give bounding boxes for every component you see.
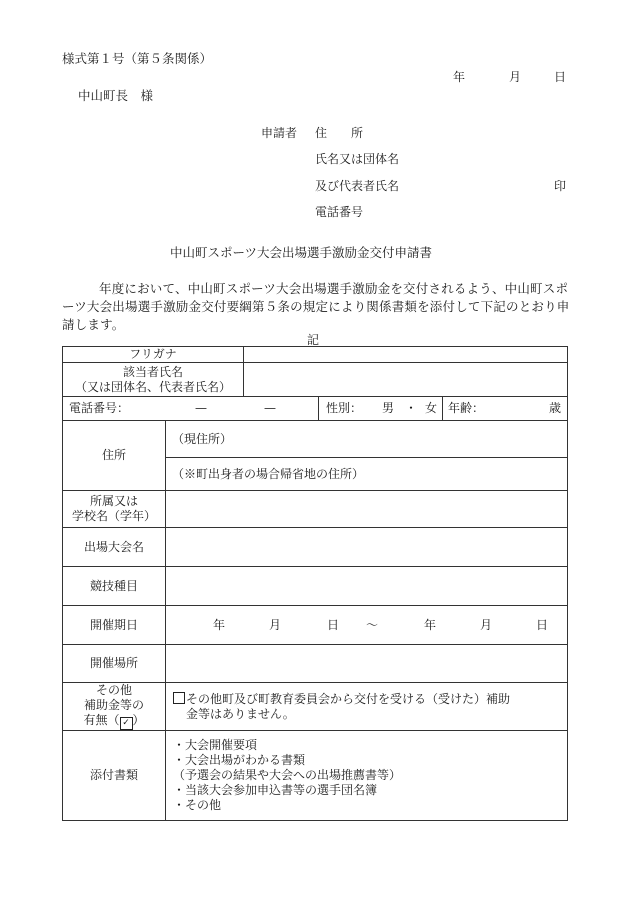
event-field[interactable] — [166, 567, 568, 606]
school-field[interactable] — [166, 491, 568, 528]
attachment-item: ・大会開催要項 — [173, 738, 258, 752]
other-label-line3-text: 有無（ — [83, 713, 120, 727]
period-month-1: 月 — [269, 618, 282, 632]
event-label: 競技種目 — [63, 567, 166, 606]
attachments-label: 添付書類 — [63, 731, 166, 821]
phone-cell[interactable] — [63, 397, 319, 421]
period-day-2: 日 — [536, 618, 549, 632]
other-subsidy-text-2: 金等はありません。 — [186, 706, 295, 721]
ki-label: 記 — [307, 333, 320, 347]
period-field[interactable] — [166, 606, 568, 645]
period-row — [63, 606, 568, 645]
period-tilde: ～ — [366, 618, 379, 632]
applicant-representative-label: 及び代表者氏名 — [315, 179, 400, 193]
gender-label: 性別： — [326, 401, 363, 415]
address-home[interactable]: （※町出身者の場合帰省地の住所） — [166, 458, 568, 491]
venue-label: 開催場所 — [63, 645, 166, 683]
no-other-subsidy-checkbox[interactable] — [173, 692, 185, 704]
age-unit: 歳 — [549, 401, 562, 415]
other-subsidy-line1 — [173, 692, 561, 707]
furigana-label: フリガナ — [63, 347, 244, 363]
name-row — [63, 363, 568, 397]
name-field[interactable] — [244, 363, 568, 397]
date-year: 年 — [453, 70, 466, 84]
tournament-label: 出場大会名 — [63, 528, 166, 567]
applicant-name-label: 氏名又は団体名 — [315, 152, 400, 166]
other-subsidy-text-1: その他町及び町教育委員会から交付を受ける（受けた）補助 — [186, 691, 511, 706]
age-cell[interactable] — [443, 397, 568, 421]
period-month-2: 月 — [480, 618, 493, 632]
gender-female[interactable]: 女 — [425, 401, 438, 415]
attachments-list — [166, 731, 568, 821]
seal-mark: 印 — [554, 179, 567, 193]
attachment-item: ・大会出場がわかる書類 — [173, 753, 306, 767]
school-label-line1: 所属又は — [89, 494, 138, 508]
gender-cell[interactable] — [319, 397, 443, 421]
applicant-phone-label: 電話番号 — [315, 205, 364, 219]
addressee: 中山町長 様 — [78, 88, 154, 103]
gender-separator: ・ — [405, 401, 418, 415]
phone-gender-age-row — [63, 397, 568, 421]
other-subsidy-field — [166, 683, 568, 731]
other-label-line2: 補助金等の — [83, 698, 144, 712]
school-label-line2: 学校名（学年） — [71, 509, 156, 523]
tournament-field[interactable] — [166, 528, 568, 567]
application-table — [62, 346, 568, 821]
period-year-2: 年 — [424, 618, 437, 632]
other-subsidy-row — [63, 683, 568, 731]
school-label — [63, 491, 166, 528]
name-label-line1: 該当者氏名 — [122, 364, 183, 379]
tournament-row — [63, 528, 568, 567]
furigana-row — [63, 347, 568, 363]
other-label-line3-close: ） — [132, 713, 145, 727]
attachments-row — [63, 731, 568, 821]
age-label: 年齢： — [448, 401, 485, 415]
address-label: 住所 — [63, 421, 166, 491]
date-day: 日 — [554, 70, 567, 84]
other-label-line3 — [69, 713, 159, 730]
address-current[interactable]: （現住所） — [166, 421, 568, 458]
school-row — [63, 491, 568, 528]
other-label-line1: その他 — [95, 683, 132, 697]
phone-dash-2: — — [264, 401, 276, 415]
body-text: 年度において、中山町スポーツ大会出場選手激励金を交付されるよう、中山町スポーツ大会出場選手激励金交付要綱第５条の規定により関係書類を添付して下記のとおり申請します。 — [62, 281, 570, 332]
attachment-item: ・その他 — [173, 798, 222, 812]
venue-row — [63, 645, 568, 683]
address-row-current — [63, 421, 568, 458]
venue-field[interactable] — [166, 645, 568, 683]
period-label: 開催期日 — [63, 606, 166, 645]
applicant-label: 申請者 — [261, 126, 298, 140]
event-row — [63, 567, 568, 606]
furigana-field[interactable] — [244, 347, 568, 363]
other-subsidy-label — [63, 683, 166, 731]
period-day-1: 日 — [327, 618, 340, 632]
name-label-line2: （又は団体名、代表者氏名） — [74, 379, 231, 394]
name-label — [63, 363, 244, 397]
period-year-1: 年 — [213, 618, 226, 632]
document-title: 中山町スポーツ大会出場選手激励金交付申請書 — [170, 245, 433, 260]
form-number: 様式第１号（第５条関係） — [62, 51, 213, 66]
gender-male[interactable]: 男 — [382, 401, 395, 415]
attachment-item: （予選会の結果や大会への出場推薦書等） — [173, 768, 402, 782]
phone-label: 電話番号： — [69, 401, 130, 415]
date-month: 月 — [509, 70, 522, 84]
phone-dash-1: — — [195, 401, 207, 415]
attachment-item: ・当該大会参加申込書等の選手団名簿 — [173, 783, 378, 797]
applicant-address-label: 住 所 — [315, 126, 364, 140]
checkmark-icon: ✓ — [120, 717, 133, 730]
